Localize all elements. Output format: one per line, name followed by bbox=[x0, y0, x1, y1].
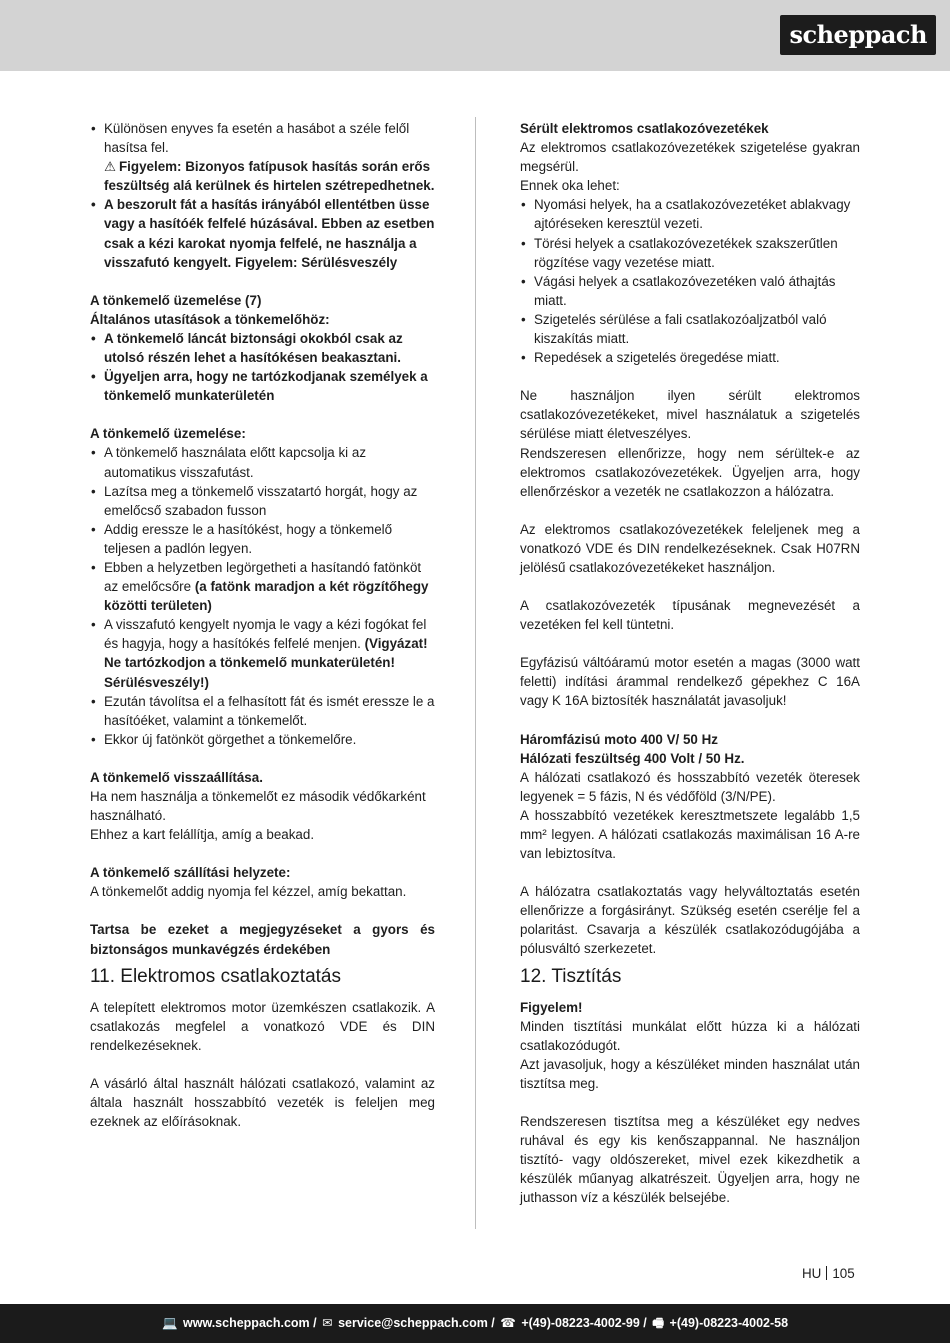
operation-steps-list bbox=[90, 443, 435, 749]
section-title-damaged-cables: Sérült elektromos csatlakozóvezetékek bbox=[520, 121, 769, 136]
list-item: • A tönkemelő használata előtt kapcsolja ki az automatikus visszafutást. bbox=[90, 443, 435, 481]
paragraph: Rendszeresen ellenőrizze, hogy nem sérültek-e az elektromos csatlakozóvezetékek. Ügyeljen arra, hogy ellenőrzéskor a vezeték ne csatlakozzon a hálózatra. bbox=[520, 445, 860, 499]
splitting-notes-list bbox=[90, 119, 435, 157]
list-item: • Repedések a szigetelés öregedése miatt. bbox=[520, 348, 860, 367]
section-title-three-phase: Háromfázisú moto 400 V/ 50 Hz bbox=[520, 731, 718, 747]
list-item: • Lazítsa meg a tönkemelő visszatartó horgát, hogy az emelőcső szabadon fusson bbox=[90, 482, 435, 520]
paragraph: Minden tisztítási munkálat előtt húzza ki a hálózati csatlakozódugót. bbox=[520, 1018, 860, 1053]
section-title-transport: A tönkemelő szállítási helyzete: bbox=[90, 865, 291, 881]
column-divider bbox=[475, 117, 476, 1229]
header-bar bbox=[0, 0, 950, 71]
list-item: • Addig eressze le a hasítókést, hogy a tönkemelő teljesen a padlón legyen. bbox=[90, 520, 435, 558]
damage-causes-list bbox=[520, 195, 860, 367]
footer-bar bbox=[0, 1304, 950, 1343]
list-item: • A beszorult fát a hasítás irányából ellentétben üsse vagy a hasítóék felfelé húzásával. Ebben az esetben csak a kézi karokat nyomja felfelé, ne használja a visszafutó kengyelt. Figyelem: Sérülésveszély bbox=[90, 195, 435, 271]
paragraph: Az elektromos csatlakozóvezetékek szigetelése gyakran megsérül. bbox=[520, 140, 860, 175]
footer-email-link[interactable]: service@scheppach.com / bbox=[338, 1316, 495, 1330]
paragraph: Ne használjon ilyen sérült elektromos csatlakozóvezetékeket, mivel használatuk a szigetelés sérülése miatt életveszélyes. bbox=[520, 388, 860, 442]
paragraph: A hálózatra csatlakoztatás vagy helyváltoztatás esetén ellenőrizze a forgásirányt. Szükség esetén cserélje fel a polaritást. Csavarja a készülék csatlakozódugójába a pólusváltó szerkezetet. bbox=[520, 884, 860, 957]
list-item: • Szigetelés sérülése a fali csatlakozóaljzatból való kiszakítás miatt. bbox=[520, 310, 860, 348]
footer-web-link[interactable]: www.scheppach.com / bbox=[183, 1316, 317, 1330]
list-item: • Vágási helyek a csatlakozóvezetéken való áthajtás miatt. bbox=[520, 272, 860, 310]
paragraph: Ha nem használja a tönkemelőt ez második védőkarként használható. bbox=[90, 789, 426, 824]
paragraph: Rendszeresen tisztítsa meg a készüléket egy nedves ruhával és egy kis kenőszappannal. Ne használjon tisztító- vagy oldószereket, mivel ezek kikezdhetik a készülék műanyag alkatrészeit. Ügyeljen arra, hogy ne juthasson víz a készülék belsejébe. bbox=[520, 1114, 860, 1206]
left-column bbox=[90, 119, 435, 1131]
fax-icon: 🖷 bbox=[652, 1316, 665, 1330]
page-number-separator bbox=[826, 1266, 827, 1280]
warning-triangle-icon: ⚠ bbox=[104, 159, 117, 175]
footer-phone: +(49)-08223-4002-99 / bbox=[521, 1316, 647, 1330]
computer-icon: 💻 bbox=[161, 1316, 178, 1330]
paragraph: Ehhez a kart felállítja, amíg a beakad. bbox=[90, 827, 315, 843]
section-title-reset: A tönkemelő visszaállítása. bbox=[90, 769, 263, 785]
paragraph: A vásárló által használt hálózati csatlakozó, valamint az általa használt hosszabbító vezeték is feleljen meg ezeknek az előírásoknak. bbox=[90, 1075, 435, 1130]
heading-electrical-connection: 11. Elektromos csatlakoztatás bbox=[90, 965, 341, 987]
list-item: • A tönkemelő láncát biztonsági okokból csak az utolsó részén lehet a hasítókésen beakasztani. bbox=[90, 329, 435, 367]
paragraph: Az elektromos csatlakozóvezetékek feleljenek meg a vonatkozó VDE és DIN rendelkezéseknek. Csak H07RN jelölésű csatlakozóvezetékeket használjon. bbox=[520, 521, 860, 575]
paragraph: A hosszabbító vezetékek keresztmetszete legalább 1,5 mm² legyen. A hálózati csatlakozás maximálisan 16 A-re van lebiztosítva. bbox=[520, 807, 860, 862]
list-item: • Nyomási helyek, ha a csatlakozóvezetéket ablakvagy ajtóréseken keresztül vezeti. bbox=[520, 195, 860, 233]
section-title-operation: A tönkemelő üzemelése: bbox=[90, 426, 246, 442]
paragraph: Ennek oka lehet: bbox=[520, 178, 620, 194]
language-code: HU bbox=[802, 1266, 822, 1281]
page-number bbox=[802, 1264, 855, 1283]
scheppach-logo: scheppach bbox=[780, 15, 936, 55]
safety-remark: Tartsa be ezeket a megjegyzéseket a gyors és biztonságos munkavégzés érdekében bbox=[90, 922, 435, 957]
paragraph: Azt javasoljuk, hogy a készüléket minden használat után tisztítsa meg. bbox=[520, 1056, 860, 1091]
section-subtitle: Általános utasítások a tönkemelőhöz: bbox=[90, 311, 330, 327]
list-item: • A visszafutó kengyelt nyomja le vagy a kézi fogókat fel és hagyja, hogy a hasítókés felfelé menjen. (Vigyázat! Ne tartózkodjon a tönkemelő munkaterületén! Sérülésveszély!) bbox=[90, 615, 435, 691]
paragraph: A csatlakozóvezeték típusának megnevezését a vezetéken fel kell tüntetni. bbox=[520, 598, 860, 633]
mail-icon: ✉ bbox=[322, 1316, 333, 1330]
paragraph: A hálózati csatlakozó és hosszabbító vezeték öteresek legyenek = 5 fázis, N és védőföld (3/N/PE). bbox=[520, 769, 860, 804]
footer-fax: +(49)-08223-4002-58 bbox=[669, 1316, 789, 1330]
warning-note: ⚠ Figyelem: Bizonyos fatípusok hasítás során erős feszültség alá kerülnek és hirtelen szétrepedhetnek. bbox=[104, 159, 435, 194]
paragraph: Egyfázisú váltóáramú motor esetén a magas (3000 watt feletti) indítási árammal rendelkező gépekhez C 16A vagy K 16A biztosíték használatát javasoljuk! bbox=[520, 655, 860, 709]
page-number-value: 105 bbox=[832, 1266, 855, 1281]
list-item: • Törési helyek a csatlakozóvezetékek szakszerűtlen rögzítése vagy vezetése miatt. bbox=[520, 234, 860, 272]
section-title-log-lifter: A tönkemelő üzemelése (7) bbox=[90, 292, 262, 308]
stuck-wood-list bbox=[90, 195, 435, 271]
list-item: • Ezután távolítsa el a felhasított fát és ismét eressze le a hasítóéket, valamint a tönkemelőt. bbox=[90, 692, 435, 730]
right-column bbox=[520, 119, 860, 1208]
list-item: • Különösen enyves fa esetén a hasábot a széle felől hasítsa fel. bbox=[90, 119, 435, 157]
paragraph: A tönkemelőt addig nyomja fel kézzel, amíg bekattan. bbox=[90, 884, 407, 900]
heading-cleaning: 12. Tisztítás bbox=[520, 965, 622, 987]
paragraph: A telepített elektromos motor üzemkészen csatlakozik. A csatlakozás megfelel a vonatkozó VDE és DIN rendelkezéseknek. bbox=[90, 999, 435, 1053]
attention-label: Figyelem! bbox=[520, 999, 583, 1015]
list-item: • Ebben a helyzetben legörgetheti a hasítandó fatönköt az emelőcsőre (a fatönk maradjon a két rögzítőhegy közötti területen) bbox=[90, 558, 435, 615]
section-subtitle-voltage: Hálózati feszültség 400 Volt / 50 Hz. bbox=[520, 750, 745, 766]
list-item: • Ekkor új fatönköt görgethet a tönkemelőre. bbox=[90, 730, 435, 749]
list-item: • Ügyeljen arra, hogy ne tartózkodjanak személyek a tönkemelő munkaterületén bbox=[90, 367, 435, 405]
phone-icon: ☎ bbox=[500, 1316, 516, 1330]
log-lifter-general-list bbox=[90, 329, 435, 405]
